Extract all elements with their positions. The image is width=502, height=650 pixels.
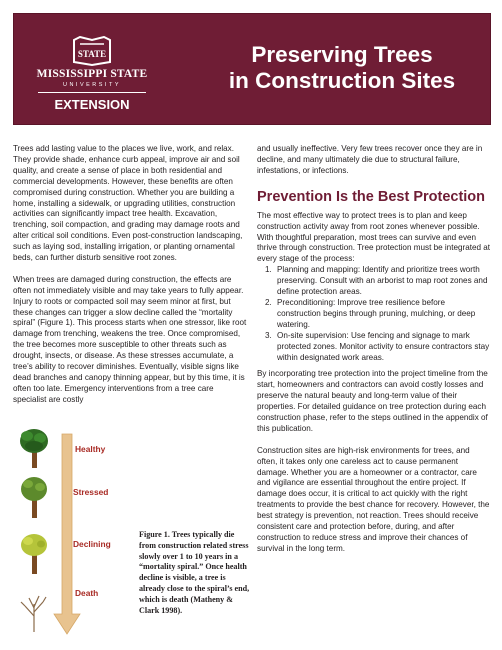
planning-paragraph: By incorporating tree protection into the project timeline from the start, homeowners and contractors can avoid costly losses and preserve the natural beauty and long-term value of their properties. For detailed guidance on tree protection during each construction phase, refer to the steps outlined in the appendix of this publication. [257,369,488,433]
logo-divider [38,92,146,93]
label-stressed: Stressed [73,487,109,497]
continued-paragraph: and usually ineffective. Very few trees recover once they are in decline, and many ultimately die due to structural failure, infestations, or infections. [257,144,483,175]
list-item: 1. Planning and mapping: Identify and prioritize trees worth preserving. Consult with an arborist to map root zones and define protection areas. [265,265,488,297]
decline-arrow [54,434,80,634]
dead-tree-icon [21,596,46,632]
list-item: 3. On-site supervision: Use fencing and signage to mark protected zones. Monitor activity to ensure contractors stay within designated work areas. [265,330,490,362]
msu-extension-logo [32,36,152,122]
page-title [212,42,472,94]
logo-extension: EXTENSION [54,97,130,112]
healthy-tree-icon [20,429,48,468]
seal-text: STATE [77,49,107,59]
mortality-spiral-figure [13,426,138,638]
list-item: 2. Preconditioning: Improve tree resilience before construction begins through pruning, mulching, or deep watering. [265,297,476,329]
title-line-2: in Construction Sites [228,68,456,93]
steps-list [257,265,491,363]
figure-caption: Figure 1. Trees typically die from construction related stress slowly over 1 to 10 years in a “mortality spiral.” Once health decline is visible, a tree is already close to the spiral’s end, which is death (Matheny & Clark 1998). [139,530,250,615]
title-line-1: Preserving Trees [251,42,433,67]
header-panel [13,13,491,125]
label-death: Death [75,588,99,598]
stressed-tree-icon [21,477,47,518]
figure-illustration [13,426,138,638]
section-heading: Prevention Is the Best Protection [257,188,486,205]
declining-tree-icon [21,534,47,574]
closing-paragraph: Construction sites are high-risk environments for trees, and often, it takes only one careless act to cause permanent damage. Whether you are a homeowner or a contractor, care and vigilance are essential throughout the entire project. If damage does occur, it is critical to act quickly with the right treatments to provide the best chance for recovery. However, the best strategy is prevention, not reaction. Trees should receive consistent care and protection before, during, and after construction to reduce stress and improve their chances of survival in the long term. [257,445,490,553]
logo-university-sub: UNIVERSITY [62,82,121,88]
label-declining: Declining [73,539,111,549]
label-healthy: Healthy [75,444,106,454]
right-column [257,144,491,555]
intro-paragraph: Trees add lasting value to the places we live, work, and relax. They provide shade, enhance curb appeal, improve air and soil quality, and create a sense of place in both residential and commercial developments. However, these benefits are often compromised during construction. Whether you are building a home, installing a sidewalk, or upgrading utilities, construction activities can significantly impact tree health. Excavation, trenching, soil compaction, and grading may damage roots and alter critical soil conditions. Even post-construction landscaping, such as laying sod, installing irrigation, or planting ornamental beds, can further disturb sensitive root zones. [13,144,243,263]
prevention-paragraph: The most effective way to protect trees is to plan and keep construction activity away from root zones whenever possible. With thoughtful preparation, most trees can survive and even thrive through construction. Tree protection must be integrated at every stage of the process: [257,210,491,264]
logo-university-name: MISSISSIPPI STATE [36,68,148,80]
header-banner [0,0,502,136]
damage-paragraph: When trees are damaged during construction, the effects are often not immediately visible and may take years to fully appear. Injury to roots or compacted soil may seem minor at first, but these changes can trigger a slow decline called the “mortality spiral” (Figure 1). This process starts when one stressor, like root damage from trenching, weakens the tree. Once compromised, the tree becomes more susceptible to other threats such as drought, insects, or disease. As these stresses accumulate, a tree’s ability to recover diminishes. Eventually, visible signs like dead branches and canopy thinning appear, but by this time, it is often too late. Emergency interventions from a tree care specialist are costly [13,274,247,404]
seal-icon [70,36,114,66]
left-column [13,144,249,406]
